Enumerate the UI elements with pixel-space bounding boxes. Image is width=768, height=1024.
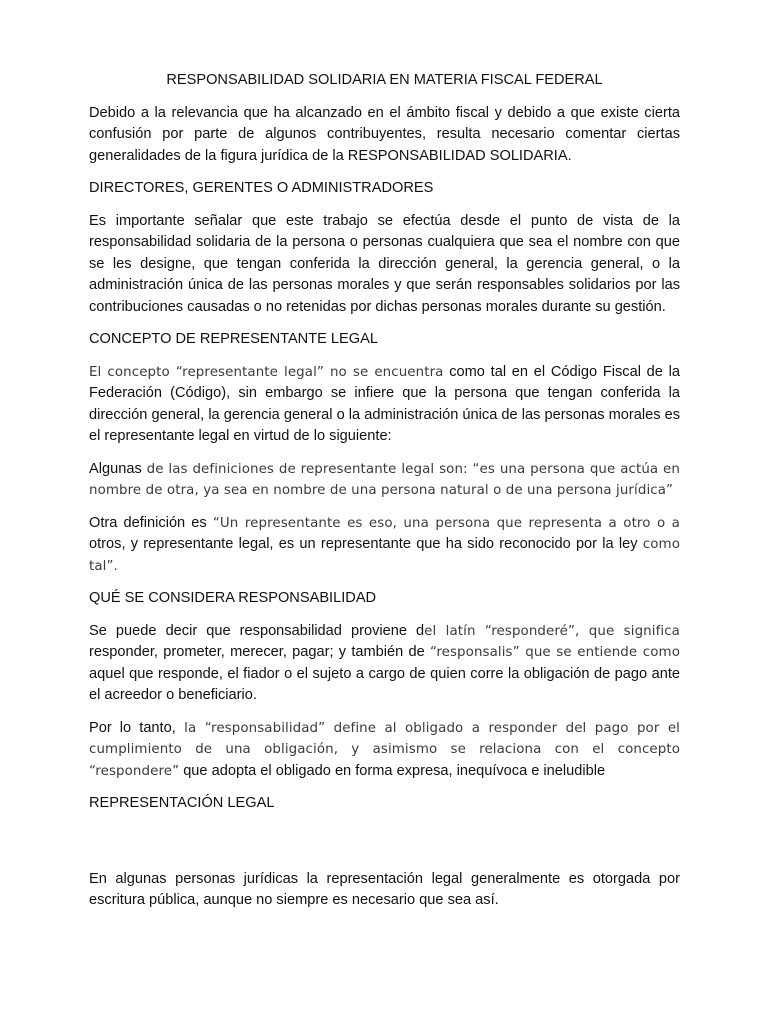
document-page bbox=[89, 70, 680, 923]
resp-p1-a: Se puede decir que responsabilidad proviene d bbox=[89, 622, 425, 639]
concepto-p3-light-a: “Un representante es eso, una persona que representa a otro o a bbox=[212, 515, 680, 531]
resp-p2-light: la “responsabilidad” define al obligado a responder del pago por el cumplimiento de una obligación, y asimismo se relaciona con el concepto “respondere” bbox=[89, 720, 680, 779]
resp-p2-rest: que adopta el obligado en forma expresa, inequívoca e ineludible bbox=[179, 762, 606, 779]
section-heading-directores: DIRECTORES, GERENTES O ADMINISTRADORES bbox=[89, 180, 434, 196]
concepto-p2-lead: Algunas bbox=[89, 460, 142, 477]
section-body-directores: Es importante señalar que este trabajo se efectúa desde el punto de vista de la responsabilidad solidaria de la persona o personas cualquiera que sea el nombre con que se les designe, que tengan conferida la dirección general, la gerencia general, o la administración única de las personas morales y que serán responsables solidarios por las contribuciones causadas o no retenidas por dichas personas morales durante su gestión. bbox=[89, 212, 680, 315]
concepto-paragraph-3 bbox=[89, 513, 680, 578]
concepto-paragraph-1 bbox=[89, 362, 680, 448]
resp-p1-light-a: el latín “responderé”, que significa bbox=[424, 623, 680, 639]
section-heading-concepto: CONCEPTO DE REPRESENTANTE LEGAL bbox=[89, 331, 378, 347]
concepto-p3-mid: otros, y representante legal, es un representante que ha sido reconocido por la ley bbox=[89, 536, 643, 552]
concepto-p1-rest: como tal en el Código Fiscal de la Federación (Código), sin embargo se infiere que la persona que tengan conferida la dirección general, la gerencia general o la administración única de las personas morales es el representante legal en virtud de lo siguiente: bbox=[89, 363, 681, 444]
section-heading-representacion: REPRESENTACIÓN LEGAL bbox=[89, 795, 275, 811]
resp-p2-lead: Por lo tanto, bbox=[89, 719, 176, 736]
concepto-p3-lead: Otra definición es bbox=[89, 514, 213, 531]
resp-p1-light-b: “responsalis” que se entiende como bbox=[430, 645, 680, 660]
section-heading-responsabilidad: QUÉ SE CONSIDERA RESPONSABILIDAD bbox=[89, 590, 377, 606]
resp-p1-b: responder, prometer, merecer, pagar; y también de bbox=[89, 644, 431, 660]
intro-paragraph: Debido a la relevancia que ha alcanzado en el ámbito fiscal y debido a que existe cierta confusión por parte de algunos contribuyentes, resulta necesario comentar ciertas generalidades de la figura jurídica de la RESPONSABILIDAD SOLIDARIA. bbox=[89, 104, 680, 164]
blank-space bbox=[89, 826, 680, 869]
concepto-p3-light-b: como tal”. bbox=[89, 537, 680, 574]
section-body-representacion: En algunas personas jurídicas la representación legal generalmente es otorgada por escritura pública, aunque no siempre es necesario que sea así. bbox=[89, 870, 680, 908]
resp-p1-c: aquel que responde, el fiador o el sujeto a cargo de quien corre la obligación de pago ante el acreedor o beneficiario. bbox=[89, 665, 680, 703]
concepto-paragraph-2 bbox=[89, 459, 680, 502]
responsabilidad-paragraph-2 bbox=[89, 718, 680, 783]
document-title: RESPONSABILIDAD SOLIDARIA EN MATERIA FISCAL FEDERAL bbox=[166, 72, 603, 88]
concepto-p1-light: El concepto “representante legal” no se encuentra bbox=[89, 364, 444, 380]
responsabilidad-paragraph-1 bbox=[89, 621, 680, 707]
concepto-p2-light: de las definiciones de representante legal son: “es una persona que actúa en nombre de otra, ya sea en nombre de una persona natural o de una persona jurídica” bbox=[89, 461, 680, 498]
